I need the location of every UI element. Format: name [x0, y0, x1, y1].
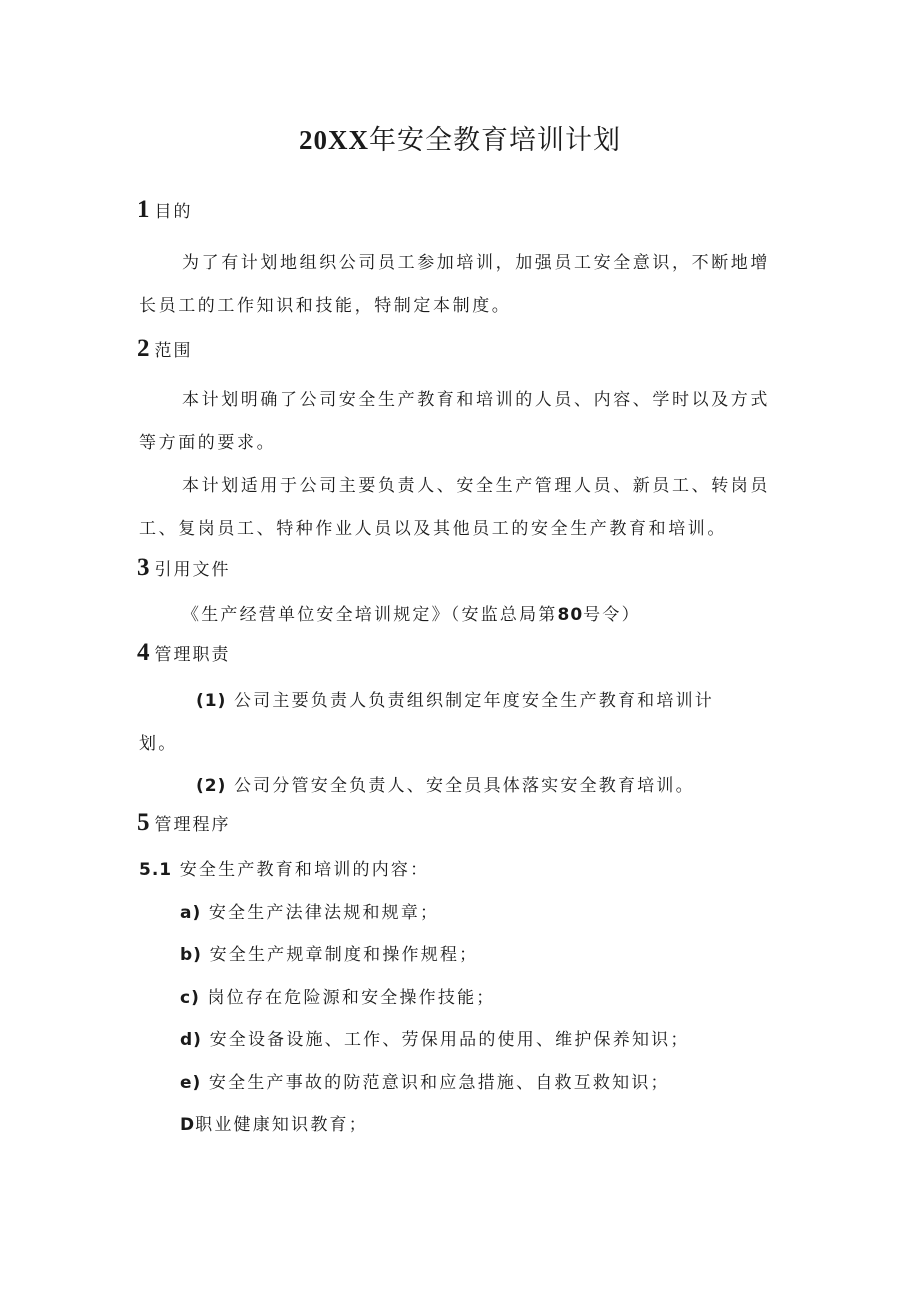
- section-heading-purpose: [137, 196, 193, 224]
- scope-paragraph-1: 本计划明确了公司安全生产教育和培训的人员、内容、学时以及方式等方面的要求。: [139, 390, 770, 453]
- section-label: 范围: [154, 341, 193, 361]
- section-label: 管理程序: [154, 815, 231, 835]
- list-text: 安全设备设施、工作、劳保用品的使用、维护保养知识；: [209, 1030, 690, 1050]
- list-item: [180, 983, 495, 1008]
- title-text: 年安全教育培训计划: [369, 125, 621, 156]
- section-heading-scope: [137, 335, 193, 363]
- list-text: 岗位存在危险源和安全操作技能；: [207, 988, 496, 1008]
- duty-text: 公司主要负责人负责组织制定年度安全生产教育和培训计: [233, 691, 714, 711]
- list-text: 安全生产规章制度和操作规程；: [209, 945, 479, 965]
- reference-document: [182, 600, 641, 625]
- duty-mark: (2): [196, 776, 227, 796]
- section-heading-procedure: [137, 809, 231, 837]
- duty-item: [196, 686, 714, 711]
- list-marker: c): [180, 988, 200, 1008]
- list-item: [180, 1025, 690, 1050]
- duty-text: 公司分管安全负责人、安全员具体落实安全教育培训。: [233, 776, 695, 796]
- section-number: 1: [137, 196, 150, 223]
- section-number: 3: [137, 554, 150, 581]
- subsection-number: 5.1: [139, 860, 173, 880]
- section-number: 2: [137, 335, 150, 362]
- duty-item: [196, 771, 695, 796]
- section-heading-duties: [137, 639, 231, 667]
- list-marker: a): [180, 903, 202, 923]
- section-number: 5: [137, 809, 150, 836]
- section-label: 管理职责: [154, 645, 231, 665]
- list-item: [180, 1068, 670, 1093]
- title-year: 20XX: [299, 125, 369, 155]
- list-item: [180, 940, 478, 965]
- list-text: 职业健康知识教育；: [195, 1115, 368, 1135]
- reference-number: 80: [557, 605, 584, 625]
- list-marker: D: [180, 1115, 196, 1135]
- duty-mark: (1): [196, 691, 227, 711]
- list-marker: b): [180, 945, 202, 965]
- section-label: 目的: [154, 202, 193, 222]
- duty-item-continuation: 划。: [139, 734, 178, 754]
- reference-title: 《生产经营单位安全培训规定》（安监总局第: [182, 605, 558, 625]
- scope-paragraph-2: 本计划适用于公司主要负责人、安全生产管理人员、新员工、转岗员工、复岗员工、特种作业人员以及其他员工的安全生产教育和培训。: [139, 476, 770, 539]
- purpose-paragraph: 为了有计划地组织公司员工参加培训，加强员工安全意识，不断地增长员工的工作知识和技能，特制定本制度。: [139, 253, 770, 316]
- list-item: [180, 1110, 368, 1135]
- document-title: [0, 118, 920, 157]
- section-heading-references: [137, 554, 231, 582]
- reference-suffix: 号令）: [583, 605, 641, 625]
- section-label: 引用文件: [154, 560, 231, 580]
- list-marker: e): [180, 1073, 202, 1093]
- list-item: [180, 898, 439, 923]
- list-marker: d): [180, 1030, 202, 1050]
- section-number: 4: [137, 639, 150, 666]
- subsection-heading: [139, 855, 429, 880]
- list-text: 安全生产法律法规和规章；: [208, 903, 440, 923]
- list-text: 安全生产事故的防范意识和应急措施、自救互救知识；: [208, 1073, 670, 1093]
- subsection-label: 安全生产教育和培训的内容：: [179, 860, 430, 880]
